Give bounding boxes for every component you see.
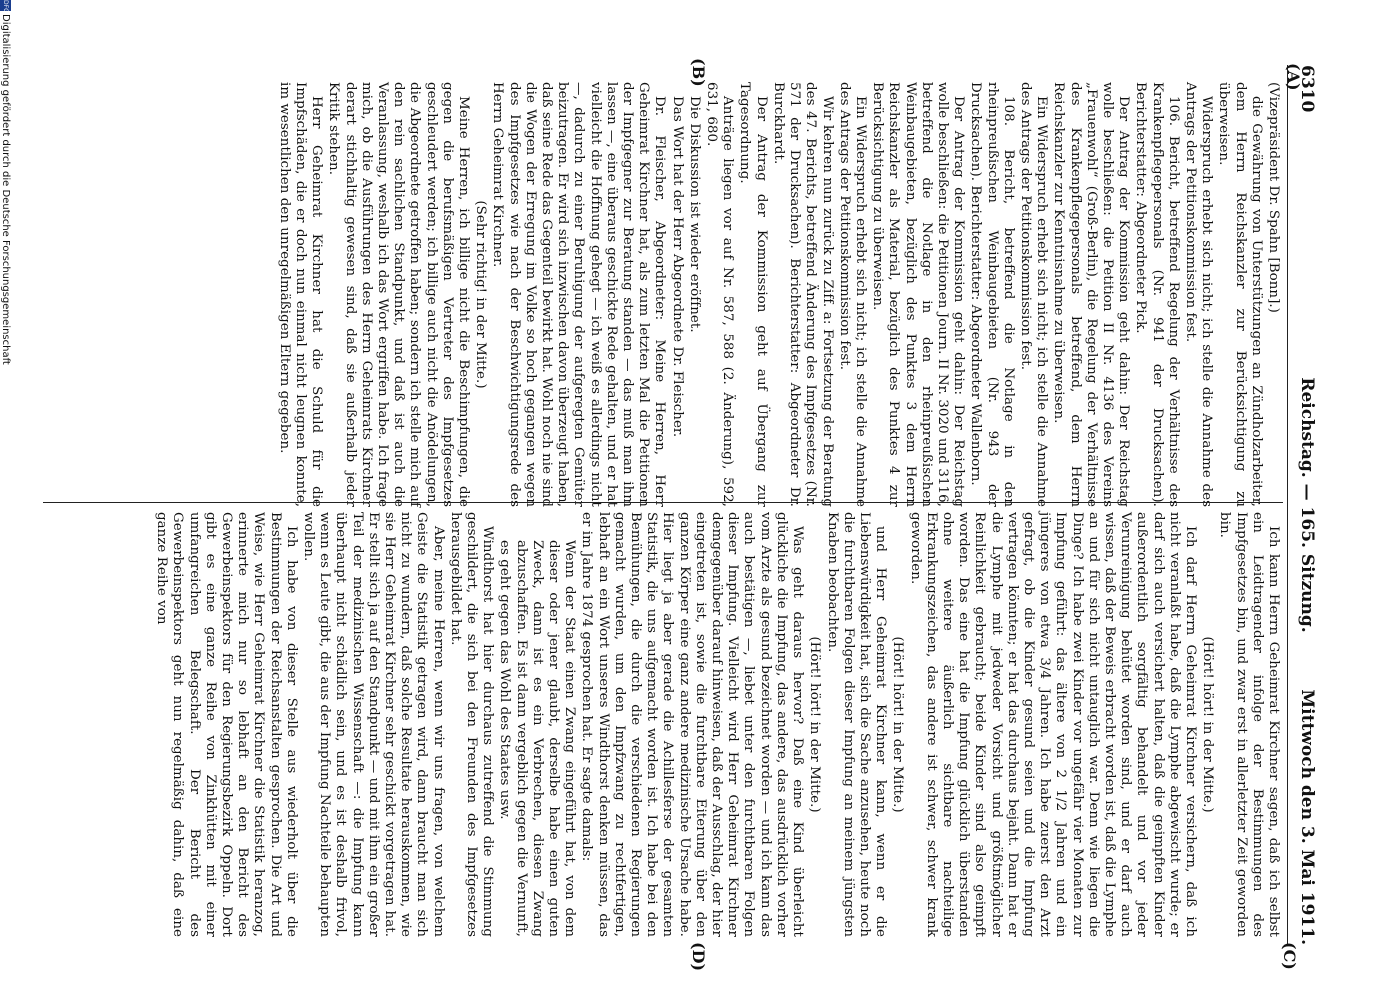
paragraph: Aber, meine Herren, wenn wir uns fragen, von welchem Geiste die Statistik getragen wird, dann braucht man sich nicht zu wundern, daß solche Resultate herauskommen, wie sie Herr Geheimrat Kirchner sehr geschickt vorgetragen hat. Er stellt sich ja auf den Standpunkt — und mit ihm ein großer Teil der medizinischen Wissenschaft —: die Impfung kann überhaupt nicht schädlich sein, und es ist deshalb frivol, wenn es Leute gibt, die aus der Impfung Nachteile behaupten wollen. [301,512,446,937]
paragraph: Wir kehren nun zurück zu Ziff. a: Fortsetzung der Beratung des 47. Berichts, betreffend Änderung des Impfgesetzes (Nr. 571 der Drucksachen). Berichterstatter: Abgeordneter Dr. Burckhardt. [770,82,835,507]
paragraph: Dr. Fleischer, Abgeordneter: Meine Herren, Herr Geheimrat Kirchner hat, als zum letzten Mal die Petitionen der Impfgegner zur Beratung standen — das muß man ihm lassen —, eine überaus geschickte Rede gehalten, und er hat vielleicht die Hoffnung gehegt — ich weiß es allerdings nicht —, dadurch zu einer Beruhigung der aufgeregten Gemüter beizutragen. Er wird sich inzwischen davon überzeugt haben, daß seine Rede das Gegenteil bewirkt hat. Wohl noch nie sind die Wogen der Erregung im Volke so hoch gegangen wegen des Impfgesetzes wie nach der Beschwichtigungsrede des Herrn Geheimrat Kirchner. [490,82,668,507]
session-date: Mittwoch den 3. Mai 1911. [1297,689,1317,945]
paragraph: Das Wort hat der Herr Abgeordnete Dr. Fleischer. [669,96,685,438]
paragraph: Ich darf Herrn Geheimrat Kirchner versichern, daß ich nicht veranlaßt habe, daß die Lymphe abgewischt wurde; er darf sich auch versichert halten, daß die geimpften Kinder außerordentlich sorgfältig behandelt und vor jeder Verunreinigung behütet worden sind, und er darf auch wissen, daß der Beweis erbracht worden ist, daß die Lymphe an und für sich nicht untauglich war. Denn wie liegen die Dinge? Ich habe zwei Kinder vor ungefähr vier Monaten zur Impfung geführt: das ältere von 2 1/2 Jahren und ein jüngeres von etwa 3/4 Jahren. Ich habe zuerst den Arzt gefragt, ob die Kinder gesund seien und die Impfung vertragen könnten; er hat das durchaus bejaht. Dann hat er die Lymphe mit jedweder Vorsicht und größtmöglicher Reinlichkeit gebraucht; beide Kinder sind also geimpft worden. Das eine hat die Impfung glücklich überstanden ohne weitere äußerlich sichtbare nachteilige Erkrankungszeichen, das andere ist schwer, schwer krank geworden. [907,512,1198,937]
paragraph: Widerspruch erhebt sich nicht; ich stelle die Annahme des Antrags der Petitionskommission fest. [1182,82,1215,507]
paragraph: Ein Widerspruch erhebt sich nicht; ich stelle die Annahme des Antrags der Petitionskommission fest. [836,82,868,507]
paragraph: Anträge liegen vor auf Nr. 587, 588 (2. Änderung), 592, 631, 680. [704,82,736,507]
paragraph: 108. Bericht, betreffend die Notlage in den rheinpreußischen Weinbaugebieten (Nr. 943 der Drucksachen). Berichterstatter: Abgeordneter Wallenborn. [968,82,1016,507]
right-text-column [152,512,1281,937]
paragraph: Ich habe von dieser Stelle aus wiederholt über die Bestimmungen der Reichsanstalten gesprochen. Die Art und Weise, wie Herr Geheimrat Kirchner die Statistik heranzog, erinnerte mich nur so lebhaft an den Bericht des Gewerbeinspektors für den Regierungsbezirk Oppeln. Dort gibt es eine ganze Reihe von Zinkhütten mit einer umfangreichen Belegschaft. Der Bericht des Gewerbeinspektors geht nun regelmäßig dahin, daß eine ganze Reihe von [154,512,299,937]
margin-mark-b: (B) [689,58,708,87]
header-rule [1287,65,1288,945]
paragraph: und Herr Geheimrat Kirchner kann, wenn er die Liebenswürdigkeit hat, sich die Sache anzusehen, heute noch die furchtbaren Folgen dieser Impfung an meinem jüngsten Knaben beobachten. [824,512,889,937]
paragraph: Windthorst hat hier durchaus zutreffend die Stimmung geschildert, die sich bei den Freunden des Impfgesetzes herausgebildet hat. [447,512,496,937]
margin-mark-c: (C) [1280,942,1299,970]
paragraph: (Hört! hört! in der Mitte.) [807,636,823,813]
left-text-column [275,82,1281,507]
digitization-credit [0,0,11,1000]
paragraph: (Hört! hört! in der Mitte.) [890,636,906,813]
paragraph: Wenn der Staat einen Zwang eingeführt hat, von dem dieser oder jener glaubt, derselbe habe einen guten Zweck, dann ist es ein Verbrechen, diesen Zwang abzuschaffen. Es ist dann vergeblich gegen die Vernunft, es geht gegen das Wohl des Staates usw. [497,540,578,937]
paragraph: Meine Herren, ich billige nicht die Beschimpfungen, die gegen die berufsmäßigen Vertreter des Impfgesetzes geschleudert werden; ich billige auch nicht die Anödelungen, die Abgeordnete getroffen haben; sondern ich stelle mich auf den rein sachlichen Standpunkt, und daß ist auch die Veranlassung, weshalb ich das Wort ergriffen habe. Ich frage mich, ob die Ausführungen des Herrn Geheimrats Kirchner derart stichhaltig gewesen sind, daß sie außerhalb jeder Kritik stehen. [326,82,472,507]
paragraph: Was geht daraus hervor? Daß eine Kind überleicht glückliche die Impfung, das andere, das ausdrücklich vorher vom Arzte als gesund bezeichnet worden — und ich kann das auch bestätigen —, liebet unter den furchtbaren Folgen dieser Impfung. Vielleicht wird Herr Geheimrat Kirchner demgegenüber darauf hinweisen, daß der Ausschlag, der hier eingetreten ist, sowie die furchtbare Eiterung über den ganzen Körper eine ganz andere medizinische Ursache habe. Hier liegt ja aber gerade die Achillesferse der gesamten Statistik, die uns aufgemacht worden ist. Ich habe bei den Bemühungen, die durch die verschiedenen Regierungen gemacht wurden, um den Impfzwang zu rechtfertigen, lebhaft an ein Wort unseres Windthorst denken müssen, das er im Jahre 1874 gesprochen hat. Er sagte damals: [579,512,806,937]
paragraph: die Gewährung von Unterstützungen an Zündholzarbeiter, dem Herrn Reichskanzler zur Berücksichtigung zu überweisen. [1216,82,1264,507]
paragraph: (Hört! hört! in der Mitte.) [1200,636,1216,813]
page-number: 6310 [1297,65,1317,113]
paragraph: Herr Geheimrat Kirchner hat die Schuld für die Impfschäden, die er doch nun einmal nicht leugnen konnte, im wesentlichen den unregelmäßigen Eltern gegeben. [276,82,325,507]
paragraph: Ich kann Herrn Geheimrat Kirchner sagen, daß ich selbst ein Leidtragender infolge der Bestimmungen des Impfgesetzes bin, und zwar erst in allerletzter Zeit geworden bin. [1217,512,1281,937]
page-header [1293,65,1317,945]
paragraph: Ein Widerspruch erhebt sich nicht; ich stelle die Annahme des Antrags der Petitionskommission fest. [1017,82,1050,507]
paragraph: Der Antrag der Kommission geht auf Übergang zur Tagesordnung. [737,82,769,507]
paragraph: Die Diskussion ist wieder eröffnet. [686,96,702,333]
dfg-logo-icon: DFG [2,0,9,13]
paragraph: Der Antrag der Kommission geht dahin: Der Reichstag wolle beschließen: die Petition II Nr. 4136 des Vereins „Frauenwohl“ (Groß-Berlin), die Regelung der Verhältnisse des Krankenpflegepersonals betreffend, dem Herrn Reichskanzler zur Kenntnisnahme zu überweisen. [1051,82,1132,507]
credit-text: Digitalisierung gefördert durch die Deutsche Forschungsgemeinschaft [0,14,11,365]
paragraph: Der Antrag der Kommission geht dahin: Der Reichstag wolle beschließen: die Petitionen Journ. II Nr. 3020 und 3116, betreffend die Notlage in den rheinpreußischen Weinbaugebieten, bezüglich des Punktes 3 dem Herrn Reichskanzler als Material, bezüglich des Punktes 4 zur Berücksichtigung zu überweisen. [870,82,967,507]
margin-mark-a: (A) [1284,63,1303,91]
paragraph: (Vizepräsident Dr. Spahn [Bonn].) [1266,82,1281,313]
paragraph: 106. Bericht, betreffend Regelung der Verhältnisse des Krankenpflegepersonals (Nr. 941 der Drucksachen). Berichterstatter: Abgeordneter Pick. [1133,82,1181,507]
session-title: Reichstag. — 165. Sitzung. [1297,377,1317,633]
paragraph: (Sehr richtig! in der Mitte.) [473,200,489,389]
column-divider [43,502,1283,503]
margin-mark-d: (D) [689,942,708,972]
